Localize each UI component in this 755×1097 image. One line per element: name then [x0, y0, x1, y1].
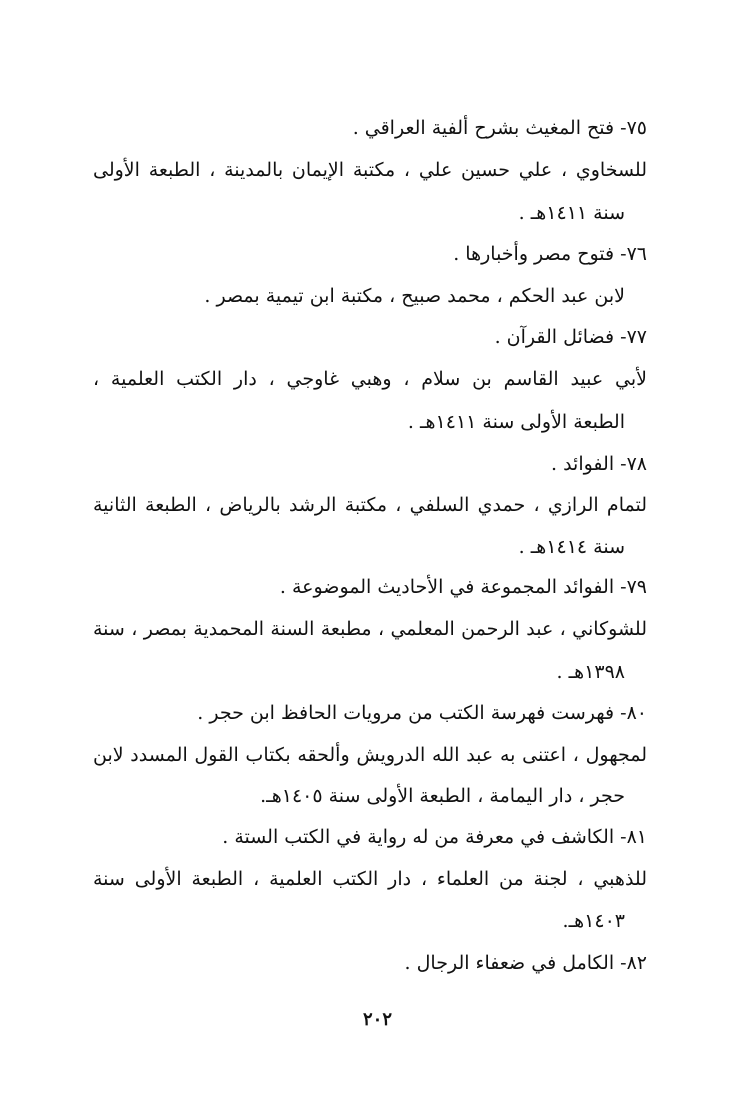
entry-80-line-1: لمجهول ، اعتنى به عبد الله الدرويش وألحقه بكتاب القول المسدد لابن — [93, 744, 647, 766]
entry-79-line-1: للشوكاني ، عبد الرحمن المعلمي ، مطبعة السنة المحمدية بمصر ، سنة — [93, 618, 647, 640]
entry-75-title: ٧٥- فتح المغيث بشرح ألفية العراقي . — [352, 117, 647, 139]
entry-79-line-2: ١٣٩٨هـ . — [556, 661, 625, 683]
entry-80-line-2: حجر ، دار اليمامة ، الطبعة الأولى سنة ١٤٠٥هـ. — [260, 785, 625, 807]
entry-77-title: ٧٧- فضائل القرآن . — [494, 326, 647, 348]
entry-75-line-1: للسخاوي ، علي حسين علي ، مكتبة الإيمان بالمدينة ، الطبعة الأولى — [93, 159, 647, 181]
page-number: ٢٠٢ — [362, 1009, 392, 1030]
entry-76-title: ٧٦- فتوح مصر وأخبارها . — [453, 243, 647, 265]
entry-76-line-1: لابن عبد الحكم ، محمد صبيح ، مكتبة ابن تيمية بمصر . — [204, 285, 625, 307]
entry-81-line-1: للذهبي ، لجنة من العلماء ، دار الكتب العلمية ، الطبعة الأولى سنة — [93, 868, 647, 890]
entry-81-title: ٨١- الكاشف في معرفة من له رواية في الكتب الستة . — [222, 826, 647, 848]
entry-75-line-2: سنة ١٤١١هـ . — [518, 202, 625, 224]
entry-77-line-1: لأبي عبيد القاسم بن سلام ، وهبي غاوجي ، دار الكتب العلمية ، — [93, 368, 647, 390]
entry-82-title: ٨٢- الكامل في ضعفاء الرجال . — [404, 952, 647, 974]
entry-79-title: ٧٩- الفوائد المجموعة في الأحاديث الموضوعة . — [279, 576, 647, 598]
entry-80-title: ٨٠- فهرست فهرسة الكتب من مرويات الحافظ ابن حجر . — [197, 702, 647, 724]
entry-78-line-1: لتمام الرازي ، حمدي السلفي ، مكتبة الرشد بالرياض ، الطبعة الثانية — [93, 494, 647, 516]
entry-77-line-2: الطبعة الأولى سنة ١٤١١هـ . — [407, 411, 625, 433]
entry-78-title: ٧٨- الفوائد . — [551, 453, 647, 475]
entry-78-line-2: سنة ١٤١٤هـ . — [518, 536, 625, 558]
entry-81-line-2: ١٤٠٣هـ. — [562, 910, 625, 932]
